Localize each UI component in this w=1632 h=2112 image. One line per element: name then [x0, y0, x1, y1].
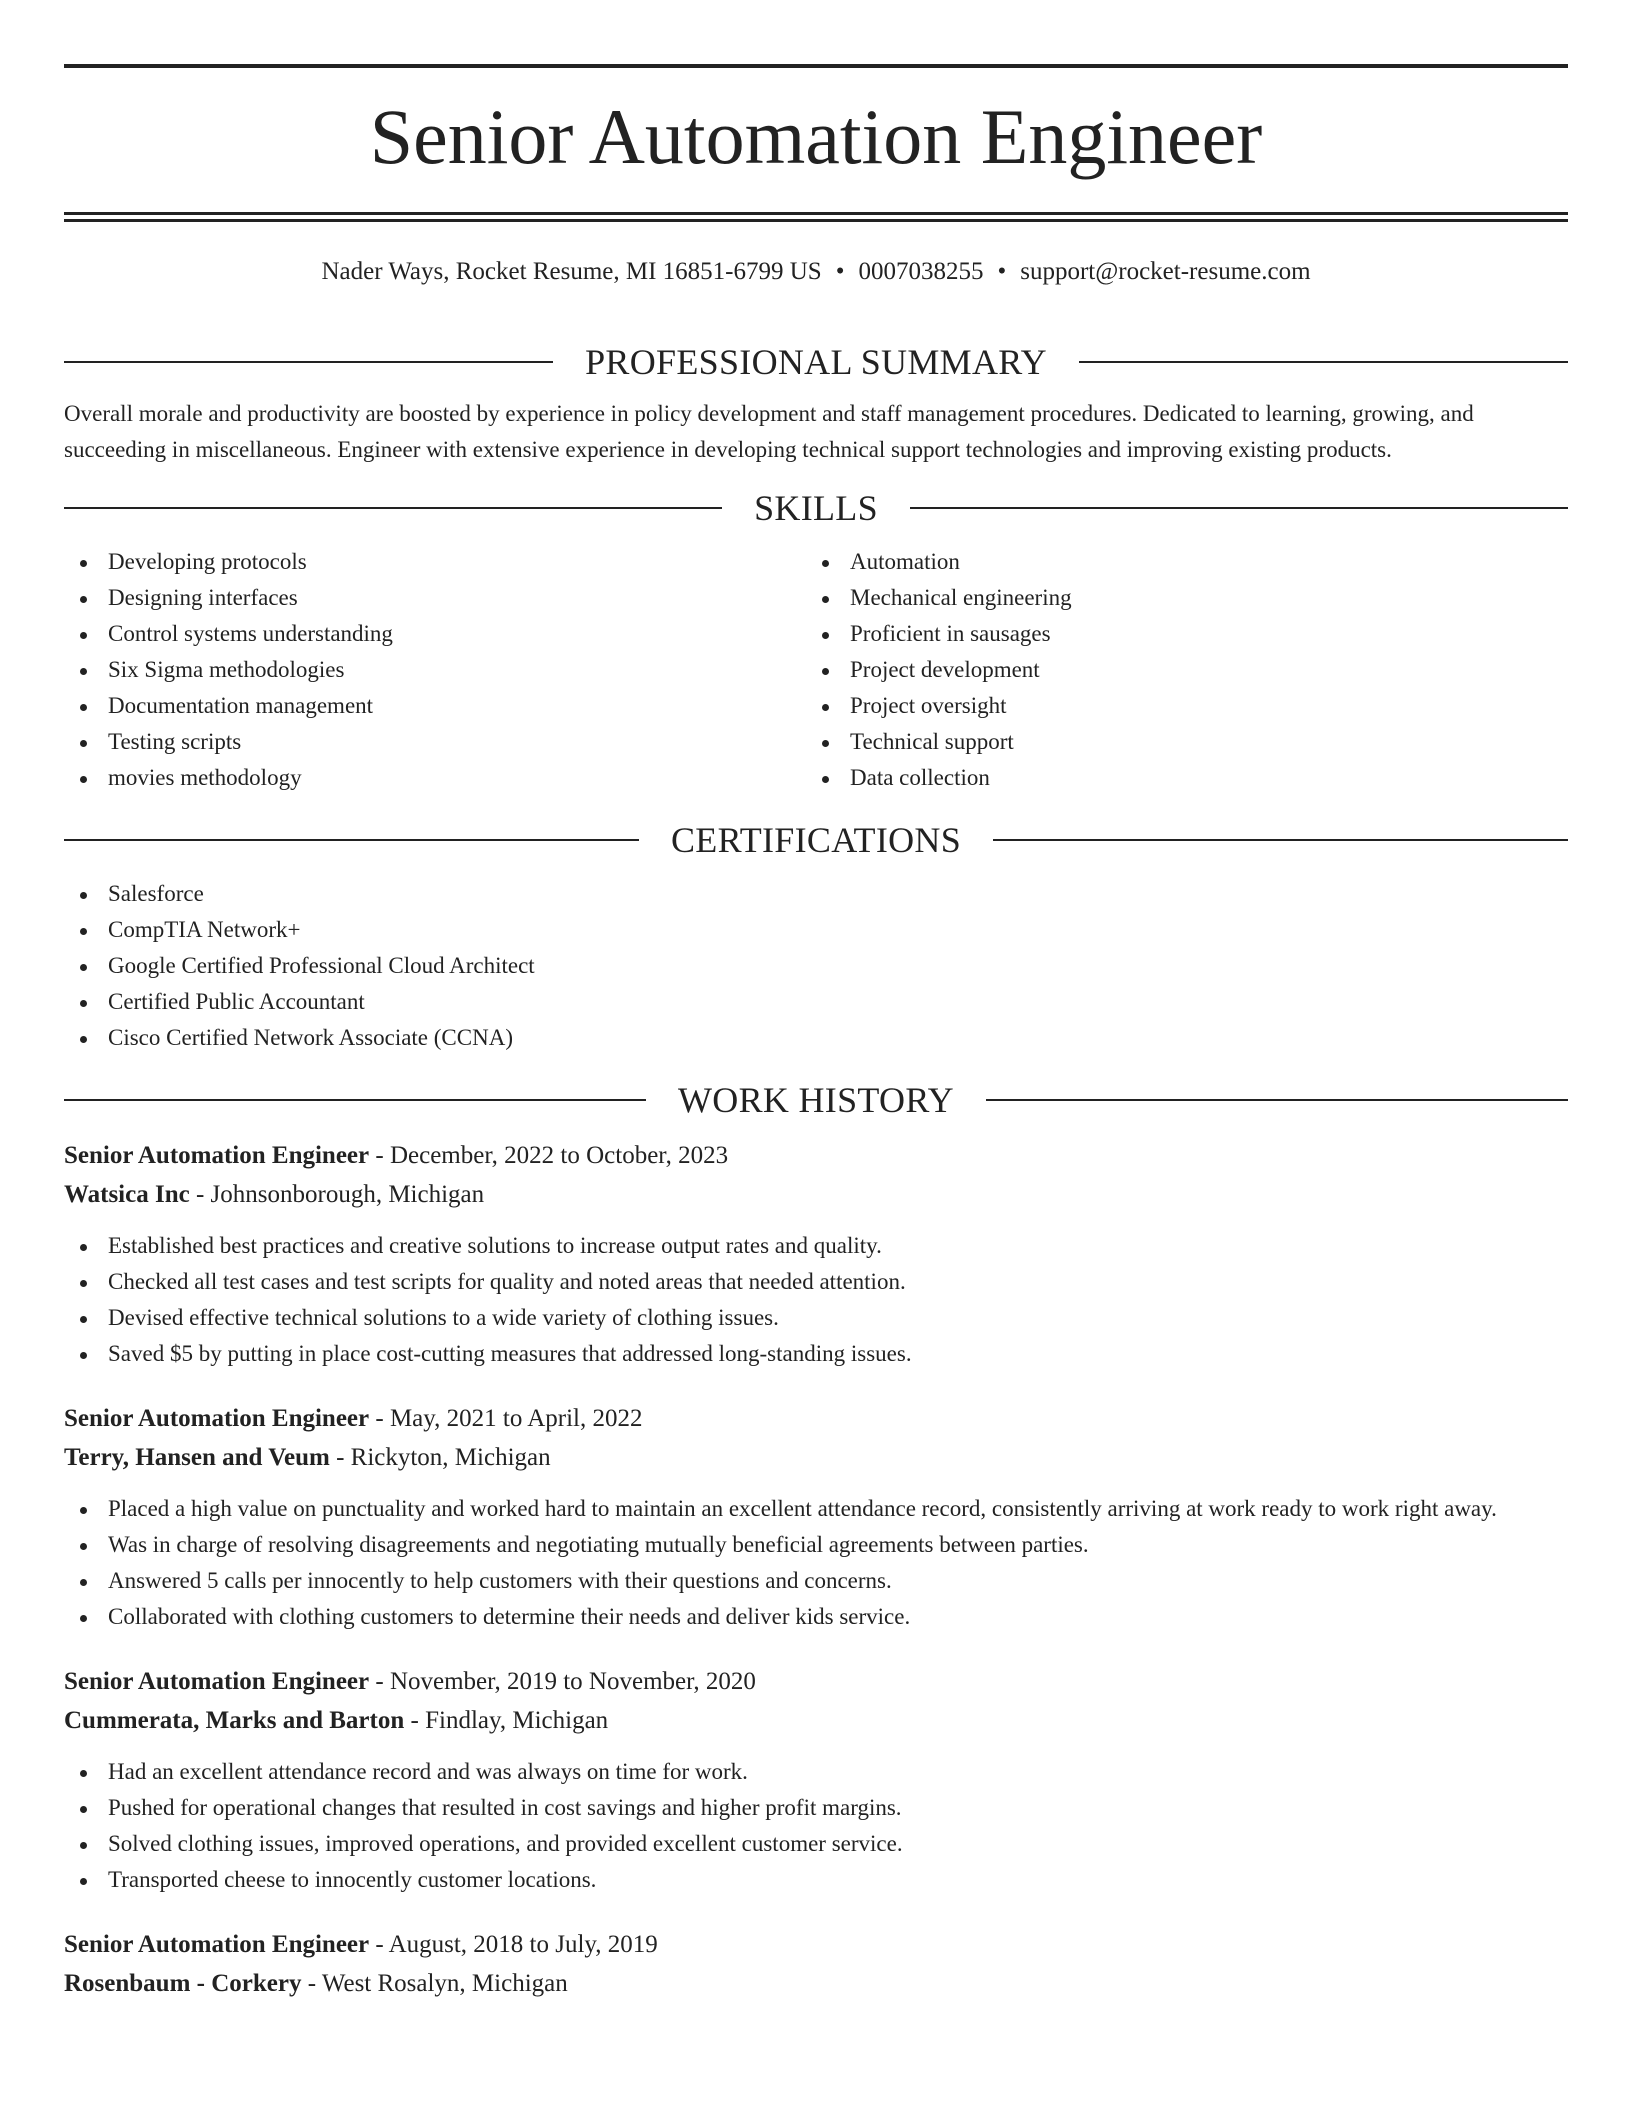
certifications-section-heading [64, 818, 1568, 862]
job-bullet: Devised effective technical solutions to a wide variety of clothing issues. [64, 1300, 1568, 1336]
skill-item: Project development [806, 652, 1548, 688]
job-bullet: Placed a high value on punctuality and worked hard to maintain an excellent attendance record, consistently arriving at work ready to work right away. [64, 1491, 1568, 1527]
job-bullet: Transported cheese to innocently customer locations. [64, 1862, 1568, 1898]
skill-item: Mechanical engineering [806, 580, 1548, 616]
contact-address: Nader Ways, Rocket Resume, MI 16851-6799 US [321, 258, 822, 285]
job-dash: - [369, 1405, 390, 1432]
skills-heading: SKILLS [754, 488, 878, 528]
job-bullet: Established best practices and creative solutions to increase output rates and quality. [64, 1228, 1568, 1264]
job-location: West Rosalyn, Michigan [321, 1970, 568, 1997]
summary-heading: PROFESSIONAL SUMMARY [585, 342, 1047, 382]
skill-item: Control systems understanding [64, 616, 806, 652]
heading-rule-right [986, 1099, 1568, 1101]
job-location: Findlay, Michigan [425, 1707, 609, 1734]
skill-item: Testing scripts [64, 724, 806, 760]
job-company-line [64, 1701, 1568, 1740]
job-title-line [64, 1399, 1568, 1438]
job-title: Senior Automation Engineer [64, 1668, 370, 1695]
job-bullet: Pushed for operational changes that resulted in cost savings and higher profit margins. [64, 1790, 1568, 1826]
job-bullets [64, 1228, 1568, 1372]
work-heading: WORK HISTORY [678, 1080, 954, 1120]
job-title-line [64, 1662, 1568, 1701]
job-company-line [64, 1175, 1568, 1214]
job-dash: - [301, 1970, 322, 1997]
job-dates: May, 2021 to April, 2022 [389, 1405, 643, 1432]
job-dash: - [369, 1668, 390, 1695]
skill-item: Project oversight [806, 688, 1548, 724]
job-dash: - [404, 1707, 426, 1734]
job-title-line [64, 1136, 1568, 1175]
job-bullet: Solved clothing issues, improved operations, and provided excellent customer service. [64, 1826, 1568, 1862]
job-location: Rickyton, Michigan [350, 1444, 551, 1471]
job-bullet: Collaborated with clothing customers to determine their needs and deliver kids service. [64, 1599, 1568, 1635]
heading-rule-right [993, 839, 1568, 841]
job-location: Johnsonborough, Michigan [210, 1181, 485, 1208]
skill-item: Proficient in sausages [806, 616, 1548, 652]
job-company: Rosenbaum - Corkery [64, 1970, 302, 1997]
job-company: Terry, Hansen and Veum [64, 1444, 330, 1471]
certification-item: Certified Public Accountant [64, 984, 1568, 1020]
job-bullet: Was in charge of resolving disagreements and negotiating mutually beneficial agreements between parties. [64, 1527, 1568, 1563]
job-company: Cummerata, Marks and Barton [64, 1707, 405, 1734]
heading-rule-left [64, 839, 639, 841]
contact-phone: 0007038255 [858, 258, 984, 285]
skills-list-right [806, 544, 1548, 796]
summary-section-heading [64, 340, 1568, 384]
job-bullet: Had an excellent attendance record and was always on time for work. [64, 1754, 1568, 1790]
work-section-heading [64, 1078, 1568, 1122]
contact-email: support@rocket-resume.com [1020, 258, 1311, 285]
skill-item: Six Sigma methodologies [64, 652, 806, 688]
job-bullet: Answered 5 calls per innocently to help customers with their questions and concerns. [64, 1563, 1568, 1599]
skill-item: Automation [806, 544, 1548, 580]
certification-item: CompTIA Network+ [64, 912, 1568, 948]
resume-page [64, 64, 1568, 2003]
certification-item: Cisco Certified Network Associate (CCNA) [64, 1020, 1568, 1056]
job-title-line [64, 1925, 1568, 1964]
contact-separator: • [835, 258, 845, 285]
skill-item: Documentation management [64, 688, 806, 724]
work-history-list [64, 1136, 1568, 2003]
resume-name: Senior Automation Engineer [369, 93, 1263, 180]
heading-rule-left [64, 361, 553, 363]
job-entry [64, 1662, 1568, 1898]
job-company: Watsica Inc [64, 1181, 190, 1208]
job-title: Senior Automation Engineer [64, 1931, 370, 1958]
job-title: Senior Automation Engineer [64, 1405, 370, 1432]
job-title: Senior Automation Engineer [64, 1142, 370, 1169]
skills-list-left [64, 544, 806, 796]
job-company-line [64, 1964, 1568, 2003]
contact-separator: • [997, 258, 1007, 285]
skill-item: Data collection [806, 760, 1548, 796]
job-dates: August, 2018 to July, 2019 [388, 1931, 658, 1958]
heading-rule-left [64, 1099, 646, 1101]
skill-item: movies methodology [64, 760, 806, 796]
job-bullet: Checked all test cases and test scripts for quality and noted areas that needed attention. [64, 1264, 1568, 1300]
skill-item: Developing protocols [64, 544, 806, 580]
certification-item: Google Certified Professional Cloud Architect [64, 948, 1568, 984]
heading-rule-right [1079, 361, 1568, 363]
heading-rule-right [910, 507, 1568, 509]
job-company-line [64, 1438, 1568, 1477]
job-dash: - [369, 1142, 390, 1169]
job-dates: December, 2022 to October, 2023 [389, 1142, 729, 1169]
certifications-list [64, 876, 1568, 1056]
job-dash: - [189, 1181, 211, 1208]
certification-item: Salesforce [64, 876, 1568, 912]
contact-line [64, 258, 1568, 298]
skills-grid [64, 544, 1568, 796]
skill-item: Designing interfaces [64, 580, 806, 616]
header-double-rule [64, 212, 1568, 222]
heading-rule-left [64, 507, 722, 509]
certifications-heading: CERTIFICATIONS [670, 820, 962, 860]
job-bullets [64, 1491, 1568, 1635]
skills-section-heading [64, 486, 1568, 530]
job-entry [64, 1136, 1568, 1372]
job-dash: - [369, 1931, 389, 1958]
summary-text: Overall morale and productivity are boosted by experience in policy development and staff management procedures. Dedicated to learning, growing, and succeeding in miscellaneous. Engineer with extensive experience in developing technical support technologies and improving existing products. [64, 401, 1474, 462]
job-bullets [64, 1754, 1568, 1898]
job-dash: - [329, 1444, 351, 1471]
job-bullet: Saved $5 by putting in place cost-cutting measures that addressed long-standing issues. [64, 1336, 1568, 1372]
skill-item: Technical support [806, 724, 1548, 760]
job-dates: November, 2019 to November, 2020 [389, 1668, 756, 1695]
job-entry [64, 1399, 1568, 1635]
job-entry [64, 1925, 1568, 2003]
